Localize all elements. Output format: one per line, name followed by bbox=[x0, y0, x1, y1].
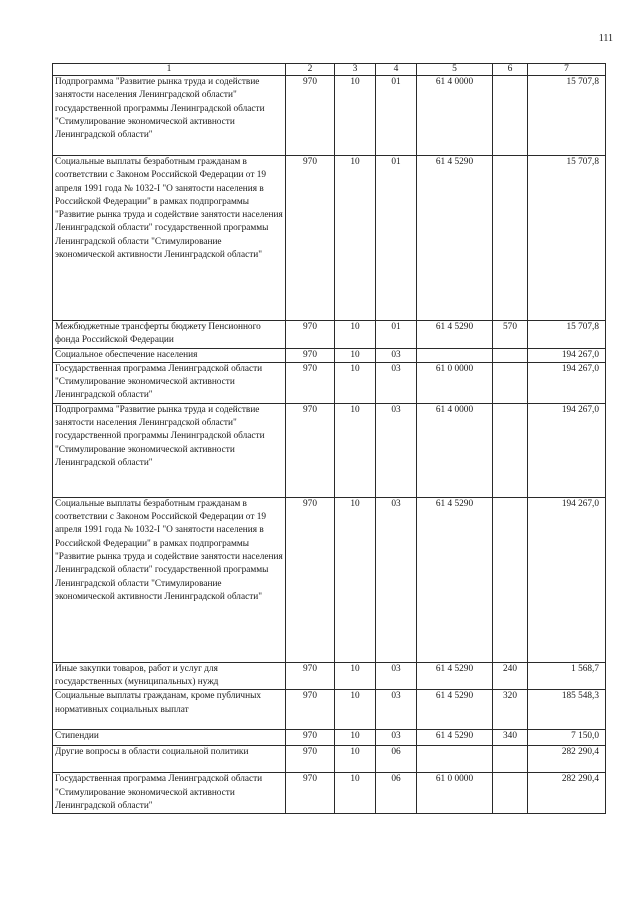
expense-type-cell bbox=[493, 76, 528, 156]
table-row bbox=[53, 773, 606, 814]
section-code-cell: 970 bbox=[286, 497, 335, 662]
target-article-cell: 61 0 0000 bbox=[417, 773, 493, 814]
expense-type-cell bbox=[493, 746, 528, 773]
header-cell-1: 1 bbox=[53, 64, 286, 76]
amount-cell: 194 267,0 bbox=[528, 497, 606, 662]
amount-cell: 194 267,0 bbox=[528, 362, 606, 403]
item-code-cell: 06 bbox=[376, 746, 417, 773]
header-cell-7: 7 bbox=[528, 64, 606, 76]
subsection-code-cell: 10 bbox=[335, 348, 376, 362]
table-row bbox=[53, 730, 606, 746]
subsection-code-cell: 10 bbox=[335, 156, 376, 321]
section-code-cell: 970 bbox=[286, 403, 335, 497]
section-code-cell: 970 bbox=[286, 321, 335, 349]
target-article-cell: 61 4 5290 bbox=[417, 690, 493, 730]
item-code-cell: 03 bbox=[376, 362, 417, 403]
expense-type-cell: 240 bbox=[493, 662, 528, 690]
section-code-cell: 970 bbox=[286, 746, 335, 773]
name-cell: Социальные выплаты безработным гражданам в соответствии с Законом Российской Федерации от 19 апреля 1991 года № 1032-I "О занятости населения в Российской Федерации" в рамках подпрограммы "Развитие рынка труда и содействие занятости населения Ленинградской области" государственной программы Ленинградской области "Стимулирование экономической активности Ленинградской области" bbox=[53, 156, 286, 321]
subsection-code-cell: 10 bbox=[335, 690, 376, 730]
target-article-cell: 61 4 5290 bbox=[417, 321, 493, 349]
expense-type-cell: 570 bbox=[493, 321, 528, 349]
amount-cell: 15 707,8 bbox=[528, 76, 606, 156]
item-code-cell: 01 bbox=[376, 321, 417, 349]
section-code-cell: 970 bbox=[286, 690, 335, 730]
target-article-cell bbox=[417, 746, 493, 773]
item-code-cell: 03 bbox=[376, 497, 417, 662]
amount-cell: 15 707,8 bbox=[528, 156, 606, 321]
header-cell-2: 2 bbox=[286, 64, 335, 76]
subsection-code-cell: 10 bbox=[335, 662, 376, 690]
table-row bbox=[53, 403, 606, 497]
header-cell-5: 5 bbox=[417, 64, 493, 76]
item-code-cell: 03 bbox=[376, 662, 417, 690]
table-row bbox=[53, 497, 606, 662]
name-cell: Иные закупки товаров, работ и услуг для государственных (муниципальных) нужд bbox=[53, 662, 286, 690]
expense-type-cell bbox=[493, 497, 528, 662]
target-article-cell: 61 0 0000 bbox=[417, 362, 493, 403]
target-article-cell: 61 4 5290 bbox=[417, 497, 493, 662]
section-code-cell: 970 bbox=[286, 662, 335, 690]
name-cell: Стипендии bbox=[53, 730, 286, 746]
subsection-code-cell: 10 bbox=[335, 362, 376, 403]
section-code-cell: 970 bbox=[286, 76, 335, 156]
amount-cell: 1 568,7 bbox=[528, 662, 606, 690]
amount-cell: 282 290,4 bbox=[528, 746, 606, 773]
name-cell: Социальные выплаты гражданам, кроме публичных нормативных социальных выплат bbox=[53, 690, 286, 730]
section-code-cell: 970 bbox=[286, 730, 335, 746]
budget-table bbox=[52, 63, 606, 814]
item-code-cell: 01 bbox=[376, 156, 417, 321]
item-code-cell: 06 bbox=[376, 773, 417, 814]
subsection-code-cell: 10 bbox=[335, 403, 376, 497]
target-article-cell bbox=[417, 348, 493, 362]
header-cell-3: 3 bbox=[335, 64, 376, 76]
page-number: 111 bbox=[598, 33, 613, 44]
target-article-cell: 61 4 5290 bbox=[417, 156, 493, 321]
header-cell-4: 4 bbox=[376, 64, 417, 76]
subsection-code-cell: 10 bbox=[335, 76, 376, 156]
subsection-code-cell: 10 bbox=[335, 773, 376, 814]
name-cell: Подпрограмма "Развитие рынка труда и содействие занятости населения Ленинградской области" государственной программы Ленинградской области "Стимулирование экономической активности Ленинградской области" bbox=[53, 403, 286, 497]
header-cell-6: 6 bbox=[493, 64, 528, 76]
table-row bbox=[53, 746, 606, 773]
amount-cell: 282 290,4 bbox=[528, 773, 606, 814]
name-cell: Социальное обеспечение населения bbox=[53, 348, 286, 362]
table-row bbox=[53, 348, 606, 362]
item-code-cell: 03 bbox=[376, 690, 417, 730]
section-code-cell: 970 bbox=[286, 773, 335, 814]
expense-type-cell bbox=[493, 362, 528, 403]
target-article-cell: 61 4 0000 bbox=[417, 76, 493, 156]
name-cell: Государственная программа Ленинградской области "Стимулирование экономической активности Ленинградской области" bbox=[53, 773, 286, 814]
item-code-cell: 03 bbox=[376, 348, 417, 362]
expense-type-cell bbox=[493, 348, 528, 362]
item-code-cell: 03 bbox=[376, 403, 417, 497]
name-cell: Социальные выплаты безработным гражданам в соответствии с Законом Российской Федерации от 19 апреля 1991 года № 1032-I "О занятости населения в Российской Федерации" в рамках подпрограммы "Развитие рынка труда и содействие занятости населения Ленинградской области" государственной программы Ленинградской области "Стимулирование экономической активности Ленинградской области" bbox=[53, 497, 286, 662]
expense-type-cell bbox=[493, 156, 528, 321]
subsection-code-cell: 10 bbox=[335, 746, 376, 773]
name-cell: Подпрограмма "Развитие рынка труда и содействие занятости населения Ленинградской области" государственной программы Ленинградской области "Стимулирование экономической активности Ленинградской области" bbox=[53, 76, 286, 156]
expense-type-cell: 320 bbox=[493, 690, 528, 730]
subsection-code-cell: 10 bbox=[335, 497, 376, 662]
amount-cell: 194 267,0 bbox=[528, 403, 606, 497]
amount-cell: 185 548,3 bbox=[528, 690, 606, 730]
table-row bbox=[53, 690, 606, 730]
section-code-cell: 970 bbox=[286, 348, 335, 362]
name-cell: Межбюджетные трансферты бюджету Пенсионного фонда Российской Федерации bbox=[53, 321, 286, 349]
section-code-cell: 970 bbox=[286, 362, 335, 403]
target-article-cell: 61 4 5290 bbox=[417, 730, 493, 746]
target-article-cell: 61 4 5290 bbox=[417, 662, 493, 690]
amount-cell: 15 707,8 bbox=[528, 321, 606, 349]
table-row bbox=[53, 662, 606, 690]
item-code-cell: 03 bbox=[376, 730, 417, 746]
subsection-code-cell: 10 bbox=[335, 321, 376, 349]
item-code-cell: 01 bbox=[376, 76, 417, 156]
name-cell: Другие вопросы в области социальной политики bbox=[53, 746, 286, 773]
expense-type-cell bbox=[493, 403, 528, 497]
amount-cell: 194 267,0 bbox=[528, 348, 606, 362]
expense-type-cell: 340 bbox=[493, 730, 528, 746]
table-header-row bbox=[53, 64, 606, 76]
target-article-cell: 61 4 0000 bbox=[417, 403, 493, 497]
amount-cell: 7 150,0 bbox=[528, 730, 606, 746]
name-cell: Государственная программа Ленинградской области "Стимулирование экономической активности Ленинградской области" bbox=[53, 362, 286, 403]
subsection-code-cell: 10 bbox=[335, 730, 376, 746]
table-row bbox=[53, 76, 606, 156]
table-row bbox=[53, 156, 606, 321]
expense-type-cell bbox=[493, 773, 528, 814]
section-code-cell: 970 bbox=[286, 156, 335, 321]
table-row bbox=[53, 321, 606, 349]
table-row bbox=[53, 362, 606, 403]
